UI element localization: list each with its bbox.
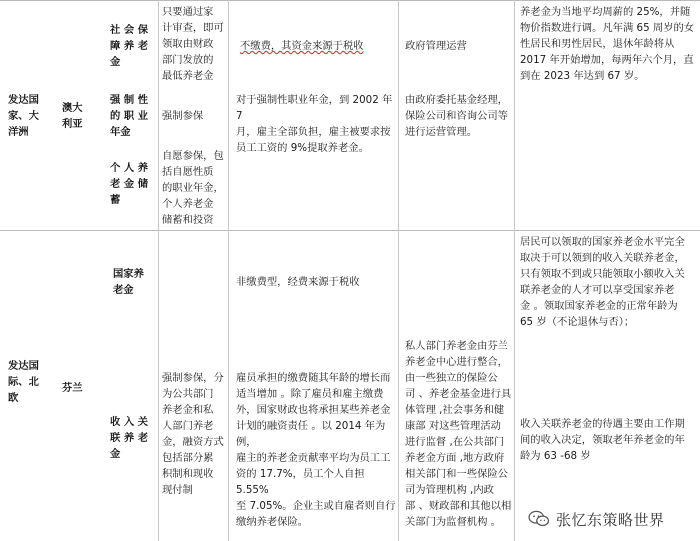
australia-country: 澳大 利亚 — [62, 102, 83, 130]
finland-tier-2-participation: 强制参保，分 为公共部门 养老金和私 人部门养老 金，融资方式 包括部分累 积制和现收 现付制 — [162, 372, 224, 496]
australia-tier-2-management: 由政府委托基金经理， 保险公司和咨询公司等 进行运营管理。 — [405, 94, 508, 138]
col-divider-3 — [398, 0, 399, 541]
australia-tier-1-funding-text: 不缴费，其资金来源于税收 — [240, 40, 364, 52]
australia-tier-2-funding: 对于强制性职业年金，到 2002 年 7 月，雇主全部负担，雇主被要求按 员工工资的 9%提取养老金。 — [236, 94, 393, 154]
col-divider-4 — [514, 0, 515, 541]
australia-tier-1-management: 政府管理运营 — [405, 40, 467, 52]
australia-region: 发达国 家、大 洋洲 — [8, 94, 39, 138]
australia-tier-2-name: 强 制 性 的 职 业 年金 — [110, 94, 149, 138]
australia-tier-1-name: 社 会 保 障 养 老 金 — [110, 24, 149, 68]
finland-tier-2-management: 私人部门养老金由芬兰 养老金中心进行整合， 由一些独立的保险公 司 、养老金基金进行具 体管理 ,社会事务和健 康部 对这些管理活动 进行监督 ,在公共部门 养老金方面 ,地方政府 相关部门和一些保险公 司为管理机构 ,内政 部 、财政部和其他以相 关部门为监督机构 。 — [405, 340, 512, 528]
watermark — [524, 505, 700, 533]
australia-tier-3-name: 个 人 养 老 金 储 蓄 — [110, 162, 149, 206]
finland-tier-1-name: 国家养 老金 — [113, 268, 144, 296]
australia-tier-3-participation: 自愿参保，包 括自愿性质 的职业年金， 个人养老金 储蓄和投资 — [162, 150, 224, 226]
finland-tier-1-funding: 非缴费型，经费来源于税收 — [236, 276, 360, 288]
finland-region: 发达国 际、北 欧 — [8, 360, 39, 404]
finland-country: 芬兰 — [62, 382, 83, 394]
finland-tier-2-retirement: 收入关联养老金的待遇主要由工作期 间的收入决定，领取老年养老金的年 龄为 63 -68 岁 — [520, 418, 685, 462]
australia-retirement: 养老金为当地平均周薪的 25%，并随 物价指数进行调。凡年满 65 周岁的女 性居民和男性居民，退休年龄将从 2017 年开始增加，每两年六个月，直 到在 2023 年达到 67 岁。 — [520, 6, 695, 82]
row-divider-middle — [0, 230, 700, 231]
col-divider-2 — [228, 0, 229, 541]
watermark-text: 张忆东策略世界 — [556, 510, 665, 529]
row-divider-top — [0, 0, 700, 1]
finland-tier-1-retirement: 居民可以领取的国家养老金水平完全 取决于可以领到的收入关联养老金， 只有领取不到或只能领取小额收入关 联养老金的人才可以享受国家养老 金 。领取国家养老金的正常年龄为 65 岁（不论退休与否）； — [520, 236, 685, 328]
finland-tier-2-funding: 雇员承担的缴费随其年龄的增长而 适当增加 。除了雇员和雇主缴费 外，国家财政也将承担某些养老金 计划的融资责任 。以 2014 年为例， 雇主的养老金贡献率平均为员工工 资的 17.7%，员工个人自担 5.55% 至 7.05%。企业主或自雇者则自行 缴纳养老保险。 — [236, 372, 396, 528]
col-divider-1 — [158, 0, 159, 541]
australia-tier-1-funding — [240, 38, 396, 54]
australia-tier-2-participation: 强制参保 — [162, 110, 204, 122]
wechat-icon — [528, 510, 550, 528]
finland-tier-2-name: 收 入 关 联 养 老 金 — [110, 416, 149, 460]
australia-tier-1-participation: 只要通过家 计审查，即可 领取由财政 部门发放的 最低养老金 — [162, 6, 224, 82]
